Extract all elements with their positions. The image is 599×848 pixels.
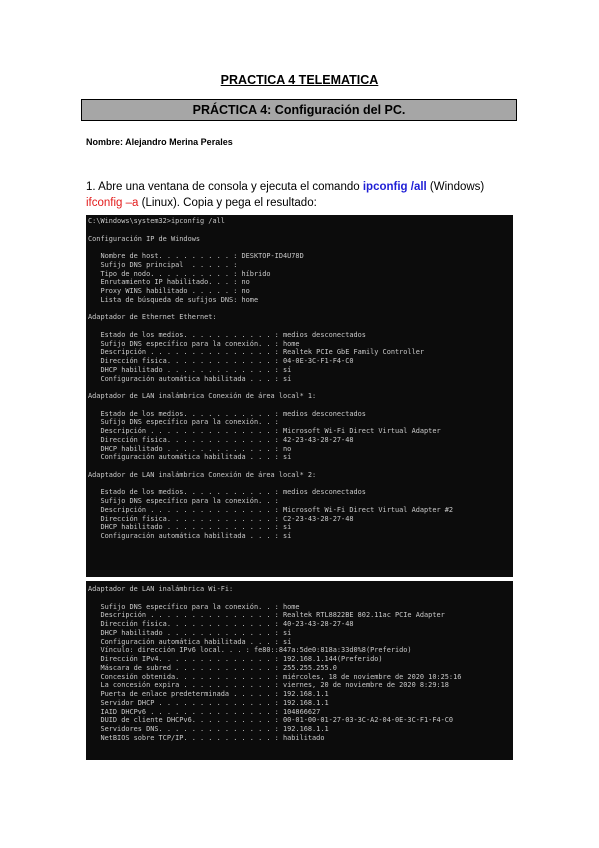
console-line: Sufijo DNS específico para la conexión. . : home: [88, 602, 300, 611]
console-line: Dirección física. . . . . . . . . . . . . : 04-0E-3C-F1-F4-C0: [88, 357, 354, 365]
console-line: Adaptador de LAN inalámbrica Conexión de área local* 2:: [88, 470, 317, 479]
console-line: Configuración automática habilitada . . . : sí: [88, 374, 292, 383]
question-text-1: 1. Abre una ventana de consola y ejecuta el comando: [86, 181, 363, 193]
console-line: DHCP habilitado . . . . . . . . . . . . . : sí: [88, 365, 292, 374]
question-text-3: (Linux). Copia y pega el resultado:: [138, 197, 317, 209]
console-line: Tipo de nodo. . . . . . . . . . : híbrido: [88, 269, 271, 278]
console-line: Concesión obtenida. . . . . . . . . . . . : miércoles, 18 de noviembre de 2020 10:25:16: [88, 672, 462, 681]
console-line: Adaptador de LAN inalámbrica Conexión de área local* 1:: [88, 392, 317, 400]
console-line: C:\Windows\system32>ipconfig /all: [88, 217, 225, 225]
console-line: Configuración automática habilitada . . . : sí: [88, 453, 292, 462]
console-line: Estado de los medios. . . . . . . . . . . : medios desconectados: [88, 409, 366, 418]
console-line: [88, 480, 511, 489]
console-line: [88, 558, 511, 567]
linux-command: ifconfig –a: [86, 197, 139, 209]
console-line: Dirección IPv4. . . . . . . . . . . . . . : 192.168.1.144(Preferido): [88, 655, 383, 663]
console-line: [88, 594, 511, 603]
console-line: Sufijo DNS principal . . . . . :: [88, 260, 238, 269]
console-line: Dirección física. . . . . . . . . . . . . : 40-23-43-28-27-48: [88, 620, 354, 628]
question-1: [86, 179, 518, 211]
windows-command: ipconfig /all: [362, 181, 427, 193]
author-name: Nombre: Alejandro Merina Perales: [86, 137, 233, 147]
console-line: Lista de búsqueda de sufijos DNS: home: [88, 295, 259, 304]
console-line: Servidor DHCP . . . . . . . . . . . . . . : 192.168.1.1: [88, 698, 329, 707]
console-line: Adaptador de LAN inalámbrica Wi-Fi:: [88, 585, 234, 593]
console-line: Estado de los medios. . . . . . . . . . . : medios desconectados: [88, 330, 366, 339]
console-line: Sufijo DNS específico para la conexión. . : home: [88, 339, 300, 348]
console-line: Dirección física. . . . . . . . . . . . . : 42-23-43-28-27-48: [88, 435, 354, 444]
practice-banner: PRÁCTICA 4: Configuración del PC.: [81, 99, 517, 121]
console-line: Adaptador de Ethernet Ethernet:: [88, 313, 217, 322]
console-line: Configuración IP de Windows: [88, 234, 201, 243]
console-line: Dirección física. . . . . . . . . . . . . : C2-23-43-28-27-48: [88, 514, 354, 523]
console-line: [88, 226, 511, 235]
console-line: [88, 541, 511, 550]
console-screenshot-2: [86, 581, 513, 760]
console-screenshot-1: [86, 215, 513, 577]
console-line: La concesión expira . . . . . . . . . . . : viernes, 20 de noviembre de 2020 8:29:18: [88, 681, 449, 690]
console-line: Descripción . . . . . . . . . . . . . . . : Realtek RTL8822BE 802.11ac PCIe Adapter: [88, 611, 445, 620]
console-line: [88, 743, 511, 752]
console-line: Configuración automática habilitada . . . : sí: [88, 532, 292, 540]
console-line: [88, 243, 511, 252]
console-line: Descripción . . . . . . . . . . . . . . . : Microsoft Wi-Fi Direct Virtual Adapter: [88, 427, 441, 435]
question-text-2: (Windows): [426, 181, 485, 193]
console-line: Sufijo DNS específico para la conexión. . :: [88, 418, 279, 427]
console-line: Proxy WINS habilitado . . . . . : no: [88, 287, 250, 295]
console-line: [88, 751, 511, 760]
console-line: DHCP habilitado . . . . . . . . . . . . . : no: [88, 444, 292, 453]
console-line: Nombre de host. . . . . . . . . : DESKTOP-ID4U78D: [88, 252, 304, 260]
console-line: [88, 401, 511, 410]
console-line: Sufijo DNS específico para la conexión. . :: [88, 497, 279, 505]
console-line: Enrutamiento IP habilitado. . . : no: [88, 278, 250, 287]
console-line: Puerta de enlace predeterminada . . . . . : 192.168.1.1: [88, 690, 329, 698]
console-line: Configuración automática habilitada . . . : sí: [88, 637, 292, 646]
document-title: PRACTICA 4 TELEMATICA: [220, 73, 379, 87]
console-line: Descripción . . . . . . . . . . . . . . . : Realtek PCIe GbE Family Controller: [88, 348, 425, 357]
console-line: [88, 462, 511, 471]
console-line: Descripción . . . . . . . . . . . . . . . : Microsoft Wi-Fi Direct Virtual Adapter #2: [88, 505, 454, 514]
console-line: Servidores DNS. . . . . . . . . . . . . . : 192.168.1.1: [88, 725, 329, 733]
console-line: [88, 305, 511, 314]
console-line: DHCP habilitado . . . . . . . . . . . . . : sí: [88, 628, 292, 637]
console-line: Estado de los medios. . . . . . . . . . . : medios desconectados: [88, 488, 366, 497]
console-line: Vínculo: dirección IPv6 local. . . : fe80::847a:5de0:818a:33d0%8(Preferido): [88, 646, 412, 655]
console-line: DHCP habilitado . . . . . . . . . . . . . : sí: [88, 523, 292, 532]
console-line: [88, 322, 511, 331]
console-line: [88, 383, 511, 392]
console-line: IAID DHCPv6 . . . . . . . . . . . . . . . : 104866627: [88, 707, 321, 716]
console-line: [88, 550, 511, 559]
console-line: DUID de cliente DHCPv6. . . . . . . . . . : 00-01-00-01-27-03-3C-A2-04-0E-3C-F1-F4-C0: [88, 716, 454, 725]
console-line: Máscara de subred . . . . . . . . . . . . : 255.255.255.0: [88, 663, 337, 672]
console-line: NetBIOS sobre TCP/IP. . . . . . . . . . . : habilitado: [88, 733, 325, 742]
